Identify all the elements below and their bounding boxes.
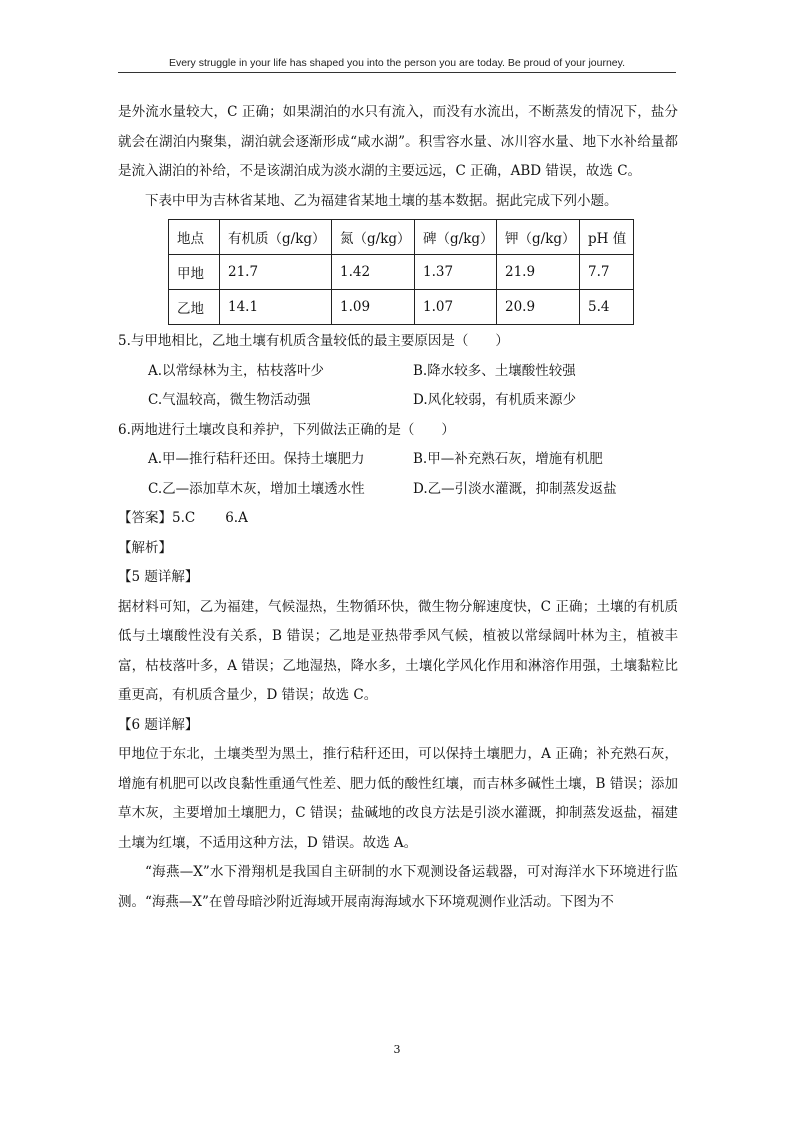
table-cell: 甲地	[169, 255, 220, 290]
question-5-detail-text: 据材料可知，乙为福建，气候湿热，生物循环快，微生物分解速度快，C 正确；土壤的有机质低与土壤酸性没有关系，B 错误；乙地是亚热带季风气候，植被以常绿阔叶林为主，植被丰富，枯枝落叶多，A 错误；乙地湿热，降水多，土壤化学风化作用和淋溶作用强，土壤黏粒比重更高，有机质含量少，D 错误；故选 C。	[118, 598, 678, 703]
table-row	[169, 255, 634, 290]
question-6-detail-text: 甲地位于东北，土壤类型为黑土，推行秸秆还田，可以保持土壤肥力，A 正确；补充熟石灰，增施有机肥可以改良黏性重通气性差、肥力低的酸性红壤，而吉林多碱性土壤，B 错误；添加草木灰，主要增加土壤肥力，C 错误；盐碱地的改良方法是引淡水灌溉，抑制蒸发返盐，福建土壤为红壤，不适用这种方法，D 错误。故选 A。	[118, 746, 678, 851]
page-number: 3	[393, 1043, 401, 1056]
question-5-options-row-1	[118, 357, 678, 387]
table-header-row	[169, 220, 634, 255]
table-cell: 21.9	[497, 255, 580, 290]
table-cell: 1.07	[415, 290, 497, 325]
question-6-stem: 6.两地进行土壤改良和养护，下列做法正确的是（ ）	[118, 421, 455, 438]
table-header-cell: 氮（g/kg）	[332, 220, 415, 255]
table-cell: 1.42	[332, 255, 415, 290]
table-header-cell: 碑（g/kg）	[415, 220, 497, 255]
table-cell: 20.9	[497, 290, 580, 325]
question-6-detail-title: 【6 题详解】	[118, 716, 199, 733]
question-6-option-d: D.乙—引淡水灌溉，抑制蒸发返盐	[413, 480, 617, 497]
question-5-detail-title: 【5 题详解】	[118, 569, 199, 585]
header-divider	[118, 72, 676, 73]
page-header-motto: Every struggle in your life has shaped you into the person you are today. Be proud of your journey.	[168, 57, 626, 69]
table-cell: 14.1	[220, 290, 332, 325]
question-5-stem: 5.与甲地相比，乙地土壤有机质含量较低的最主要原因是（ ）	[118, 333, 509, 349]
table-cell: 5.4	[580, 290, 634, 325]
table-header-cell: pH 值	[580, 220, 634, 255]
answer-second: 6.A	[225, 510, 248, 526]
question-5-option-a: A.以常绿林为主，枯枝落叶少	[148, 362, 325, 379]
analysis-label: 【解析】	[118, 539, 172, 556]
question-6-option-a: A.甲—推行秸秆还田。保持土壤肥力	[148, 451, 365, 467]
question-5-options-row-2	[118, 386, 678, 416]
table-header-cell: 有机质（g/kg）	[220, 220, 332, 255]
previous-explanation-paragraph: 是外流水量较大，C 正确；如果湖泊的水只有流入，而没有水流出，不断蒸发的情况下，盐分就会在湖泊内聚集，湖泊就会逐渐形成“咸水湖”。积雪容水量、冰川容水量、地下水补给量都是流入湖泊的补给，不是该湖泊成为淡水湖的主要远远，C 正确，ABD 错误，故选 C。	[118, 104, 678, 179]
soil-data-table	[168, 219, 634, 325]
table-cell: 乙地	[169, 290, 220, 325]
table-cell: 21.7	[220, 255, 332, 290]
question-5-option-d: D.风化较弱，有机质来源少	[413, 392, 577, 408]
answer-line	[118, 504, 678, 534]
table-cell: 1.09	[332, 290, 415, 325]
next-passage-paragraph: “海燕—X”水下滑翔机是我国自主研制的水下观测设备运载器，可对海洋水下环境进行监测。“海燕—X”在曾母暗沙附近海域开展南海海域水下环境观测作业活动。下图为不	[118, 864, 678, 910]
question-6-option-c: C.乙—添加草木灰，增加土壤透水性	[148, 480, 365, 497]
table-cell: 1.37	[415, 255, 497, 290]
table-row	[169, 290, 634, 325]
question-5-option-c: C.气温较高，微生物活动强	[148, 392, 311, 408]
question-6-option-b: B.甲—补充熟石灰，增施有机肥	[413, 451, 603, 467]
table-header-cell: 地点	[169, 220, 220, 255]
question-6-options-row-2	[118, 475, 678, 505]
answer-label: 【答案】5.C	[118, 510, 196, 526]
table-header-cell: 钾（g/kg）	[497, 220, 580, 255]
question-5-option-b: B.降水较多、土壤酸性较强	[413, 362, 576, 379]
page-content	[118, 98, 678, 917]
table-intro-paragraph: 下表中甲为吉林省某地、乙为福建省某地土壤的基本数据。据此完成下列小题。	[145, 192, 618, 209]
table-cell: 7.7	[580, 255, 634, 290]
question-6-options-row-1	[118, 445, 678, 475]
